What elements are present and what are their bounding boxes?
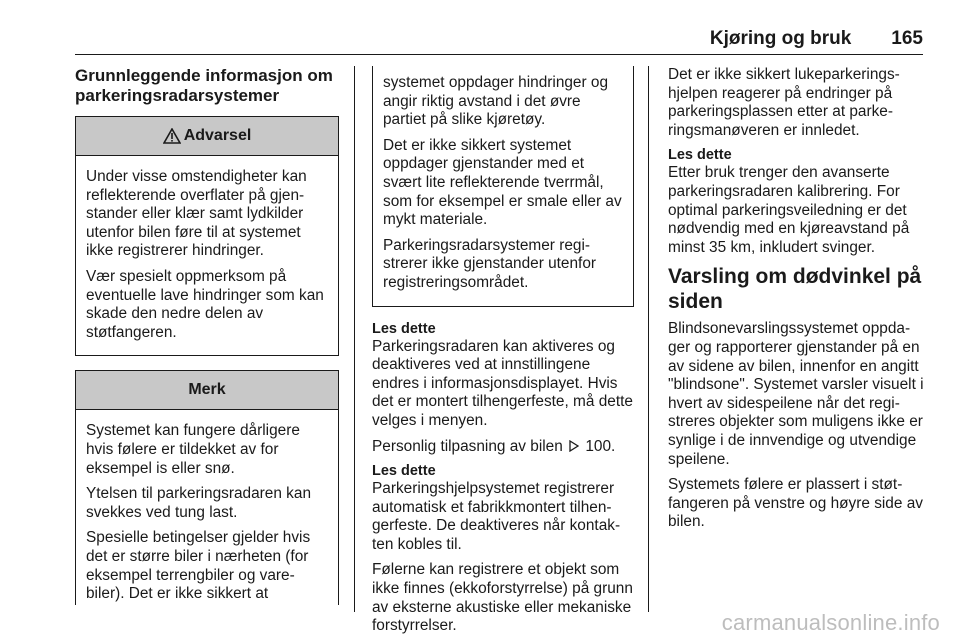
sensors-location-paragraph: Systemets følere er plassert i støtfangeren på venstre og høyre side av bilen. — [668, 476, 923, 531]
warning-box — [75, 116, 339, 356]
warning-paragraph: Vær spesielt oppmerksom på eventuelle lave hindringer som kan skade den nedre delen av støtfangeren. — [86, 267, 324, 341]
personalization-text: Personlig tilpasning av bilen — [372, 437, 563, 455]
column-3 — [668, 66, 926, 539]
read-this-text: Parkeringshjelpsystemet registrerer automatisk et fabrikkmontert tilhengerfeste. De deaktiveres når kontakten kobles til. — [372, 480, 621, 553]
section-heading: Grunnleggende informasjon om parkeringsradarsystemer — [75, 66, 333, 105]
note-header — [76, 371, 338, 410]
note-box-continued — [372, 66, 634, 307]
note-paragraph: Systemet kan fungere dårligere hvis følere er tildekket av for eksempel is eller snø. — [86, 422, 300, 477]
warning-paragraph: Under visse omstendigheter kan reflekterende overflater på gjenstander eller klær samt lydkilder utenfor bilen føre til at systemet ikke registrerer hindringer. — [86, 168, 307, 260]
warning-triangle-icon — [163, 128, 181, 144]
section-title: Kjøring og bruk — [709, 28, 852, 49]
column-divider-2 — [648, 66, 649, 612]
personalization-reference — [372, 438, 634, 457]
note-paragraph: Spesielle betingelser gjelder hvis det er større biler i nærheten (for eksempel terrengbiler og varebiler). Det er ikke sikkert at — [86, 529, 311, 603]
read-this-title: Les dette — [372, 320, 436, 337]
personalization-page-link[interactable]: 100. — [585, 437, 616, 455]
note-paragraph: Ytelsen til parkeringsradaren kan svekkes ved tung last. — [86, 485, 311, 521]
warning-title: Advarsel — [183, 126, 252, 144]
blind-spot-heading: Varsling om dødvinkel på siden — [668, 265, 922, 314]
blind-spot-paragraph: Blindsonevarslingssystemet oppdager og rapporterer gjenstander på en av sidene av bilen, innenfor en angitt "blindsone". Systemet varsler visuelt i hvert av sidespeilene når det registreres objekter som muligens ikke er synlige i de innvendige og utvendige speilene. — [668, 320, 924, 468]
warning-header — [76, 117, 338, 156]
intro-paragraph: Det er ikke sikkert lukeparkeringshjelpen reagerer på endringer på parkeringsplassen etter at parkeringsmanøveren er innledet. — [668, 66, 900, 139]
note-title: Merk — [188, 381, 226, 399]
read-this-title: Les dette — [668, 147, 732, 164]
read-this-title: Les dette — [372, 463, 436, 480]
read-this-text: Parkeringsradaren kan aktiveres og deaktiveres ved at innstillingene endres i informasjonsdisplayet. Hvis det er montert tilhengerfeste, må dette velges i menyen. — [372, 337, 633, 429]
column-2 — [372, 66, 634, 643]
note-body — [76, 410, 338, 616]
page-header — [75, 28, 923, 55]
note-paragraph: Det er ikke sikkert systemet oppdager gjenstander med et svært lite reflekterende tverrmål, som for eksempel er smale eller av mykt materiale. — [383, 136, 622, 229]
sensors-paragraph: Følerne kan registrere et objekt som ikke finnes (ekkoforstyrrelse) på grunn av eksterne akustiske eller mekaniske forstyrrelser. — [372, 561, 633, 635]
watermark: carmanualsonline.info — [721, 610, 940, 635]
warning-body — [76, 156, 338, 355]
note-paragraph: Parkeringsradarsystemer registrerer ikke gjenstander utenfor registreringsområdet. — [383, 236, 597, 291]
note-paragraph: systemet oppdager hindringer og angir riktig avstand i det øvre partiet på slike kjøretøy. — [383, 74, 609, 129]
read-this-text: Etter bruk trenger den avanserte parkeringsradaren kalibrering. For optimal parkeringsveiledning er det nødvendig med en kjøreavstand på minst 35 km, inkludert svinger. — [668, 164, 910, 256]
page-reference-arrow-icon — [569, 440, 579, 452]
page-number: 165 — [891, 28, 923, 49]
note-box — [75, 370, 339, 605]
column-1 — [75, 66, 339, 605]
column-divider-1 — [354, 66, 355, 612]
